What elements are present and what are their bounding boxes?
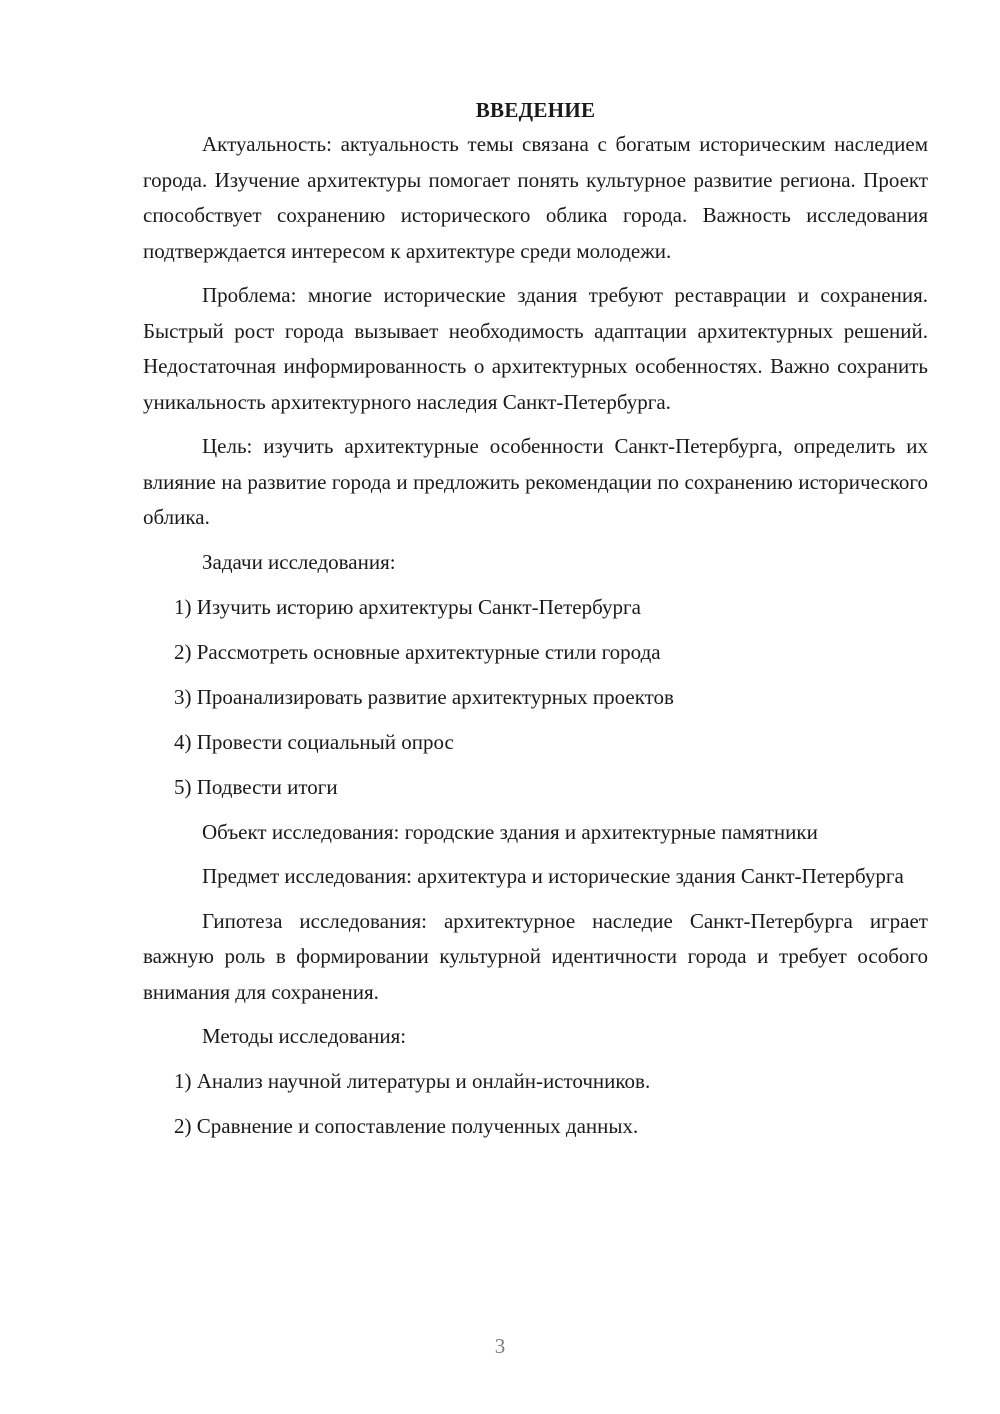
- hypothesis-paragraph: Гипотеза исследования: архитектурное наследие Санкт-Петербурга играет важную роль в формировании культурной идентичности города и требует особого внимания для сохранения.: [143, 908, 928, 1004]
- method-item: 1) Анализ научной литературы и онлайн-источников.: [174, 1069, 651, 1093]
- document-page: [143, 95, 928, 1154]
- methods-label: Методы исследования:: [202, 1024, 407, 1048]
- tasks-label: Задачи исследования:: [202, 549, 396, 574]
- task-item: 2) Рассмотреть основные архитектурные стили города: [174, 639, 661, 664]
- method-item: 2) Сравнение и сопоставление полученных данных.: [174, 1114, 639, 1138]
- task-item: 1) Изучить историю архитектуры Санкт-Петербурга: [174, 594, 641, 619]
- relevance-paragraph: Актуальность: актуальность темы связана с богатым историческим наследием города. Изучение архитектуры помогает понять культурное развитие региона. Проект способствует сохранению исторического облика города. Важность исследования подтверждается интересом к архитектуре среди молодежи.: [143, 132, 928, 263]
- object-paragraph: Объект исследования: городские здания и архитектурные памятники: [202, 819, 818, 844]
- task-item: 5) Подвести итоги: [174, 774, 338, 799]
- section-heading: ВВЕДЕНИЕ: [475, 98, 596, 122]
- task-item: 4) Провести социальный опрос: [174, 729, 454, 754]
- goal-paragraph: Цель: изучить архитектурные особенности Санкт-Петербурга, определить их влияние на развитие города и предложить рекомендации по сохранению исторического облика.: [143, 434, 928, 529]
- problem-paragraph: Проблема: многие исторические здания требуют реставрации и сохранения. Быстрый рост города вызывает необходимость адаптации архитектурных решений. Недостаточная информированность о архитектурных особенностях. Важно сохранить уникальность архитектурного наследия Санкт-Петербурга.: [143, 283, 928, 414]
- subject-paragraph: Предмет исследования: архитектура и исторические здания Санкт-Петербурга: [202, 864, 904, 888]
- task-item: 3) Проанализировать развитие архитектурных проектов: [174, 684, 674, 709]
- page-number: 3: [494, 1334, 506, 1358]
